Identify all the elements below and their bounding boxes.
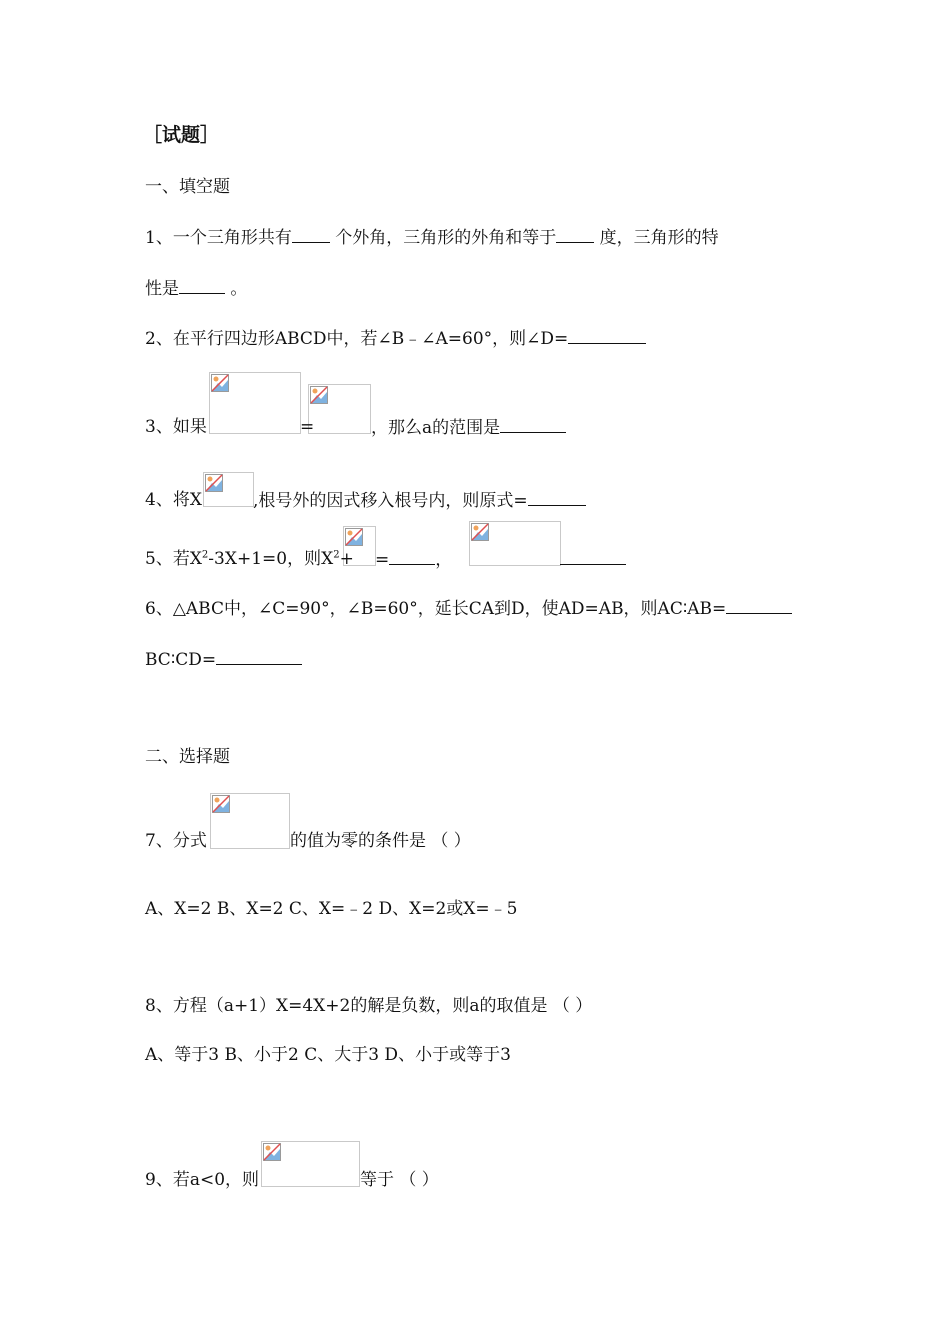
q7-options: A、X=2 B、X=2 C、X=﹣2 D、X=2或X=﹣5: [145, 899, 518, 919]
broken-image-icon: [212, 795, 230, 813]
q1-text-b: 个外角，三角形的外角和等于: [329, 228, 557, 248]
question-5: [145, 548, 354, 570]
q5-comma: ，: [435, 550, 453, 570]
q1-blank-3: [179, 277, 225, 294]
q3-formula-image-1: [209, 372, 301, 434]
broken-image-icon: [345, 528, 363, 546]
q9-formula-image: [261, 1141, 360, 1187]
q7-tail: 的值为零的条件是 （ ）: [290, 831, 471, 851]
section-multiple-choice: 二、选择题: [145, 747, 230, 767]
q1-blank-2: [556, 226, 594, 243]
section-fill-blank: 一、填空题: [145, 177, 230, 197]
q4-formula-image: [203, 472, 254, 507]
question-7: [145, 830, 207, 852]
question-6-line-2: [145, 648, 302, 671]
q1-text-d: 性是: [145, 279, 179, 299]
q6-text-b: BC∶CD=: [145, 650, 217, 670]
q5-blank-1: [389, 548, 435, 565]
q6-text-a: 6、△ABC中，∠C=90°，∠B=60°，延长CA到D，使AD=AB，则AC∶AB=: [145, 599, 727, 619]
broken-image-icon: [310, 386, 328, 404]
q3-equals: =: [300, 417, 315, 437]
question-1-line-1: [145, 226, 719, 249]
q5-superscript: 2: [201, 549, 209, 561]
q3-text-a: 3、如果: [145, 417, 207, 437]
q1-blank-1: [292, 226, 330, 243]
q6-blank-1: [726, 597, 792, 614]
question-3: [145, 416, 207, 438]
q6-blank-2: [216, 648, 302, 665]
q5-formula-image-2: [469, 521, 561, 566]
question-8: 8、方程（a+1）X=4X+2的解是负数，则a的取值是 （ ）: [145, 996, 593, 1016]
q5-plus: +: [339, 549, 354, 569]
q9-tail: 等于 （ ）: [360, 1170, 439, 1190]
q5-tail: [560, 548, 626, 571]
q4-text-b: ,根号外的因式移入根号内，则原式=: [253, 491, 528, 511]
q3-blank: [500, 416, 566, 433]
question-6-line-1: [145, 597, 792, 620]
q5-mid: [375, 548, 452, 571]
broken-image-icon: [211, 374, 229, 392]
q5-equals: =: [375, 550, 390, 570]
q2-text: 2、在平行四边形ABCD中，若∠B﹣∠A=60°，则∠D=: [145, 329, 569, 349]
question-2: [145, 327, 646, 350]
question-4: [145, 489, 202, 511]
q4-tail: [253, 489, 586, 512]
q5-superscript-2: 2: [333, 549, 340, 561]
q4-text-a: 4、将X: [145, 490, 202, 510]
q3-text-b: ，那么a的范围是: [371, 418, 501, 438]
q5-text-b: -3X+1=0，则X: [208, 549, 334, 569]
broken-image-icon: [263, 1143, 281, 1161]
q2-blank: [568, 327, 646, 344]
question-9: [145, 1169, 259, 1191]
page-title: ［试题］: [143, 124, 220, 146]
q7-formula-image: [210, 793, 290, 849]
q4-blank: [528, 489, 586, 506]
broken-image-icon: [471, 523, 489, 541]
q1-text-a: 1、一个三角形共有: [145, 228, 292, 248]
q1-text-e: 。: [225, 279, 248, 299]
q3-tail: [371, 416, 566, 439]
question-1-line-2: [145, 277, 247, 300]
q5-blank-2: [560, 548, 626, 565]
q9-text-a: 9、若a<0，则: [145, 1170, 260, 1190]
q3-formula-image-2: [308, 384, 371, 434]
q5-text-a: 5、若X: [145, 549, 202, 569]
q8-options: A、等于3 B、小于2 C、大于3 D、小于或等于3: [145, 1045, 511, 1065]
q7-text-a: 7、分式: [145, 831, 207, 851]
broken-image-icon: [205, 474, 223, 492]
q1-text-c: 度，三角形的特: [594, 228, 719, 248]
